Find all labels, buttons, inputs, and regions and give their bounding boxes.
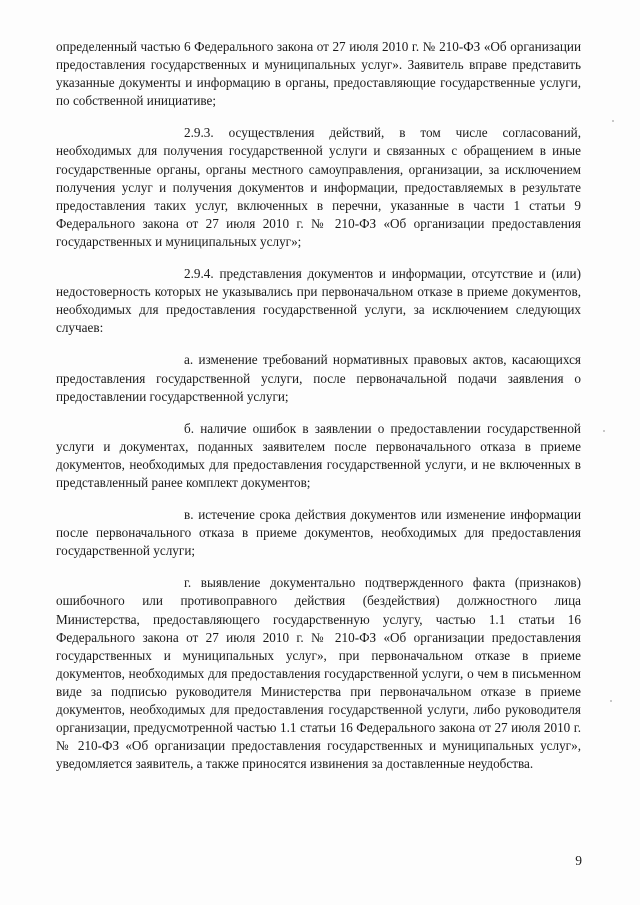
paragraph-subitem-v [56, 506, 581, 560]
paragraph-subitem-b [56, 420, 581, 492]
paragraph-item-2-9-3 [56, 124, 581, 251]
paragraph-text: наличие ошибок в заявлении о предоставлении государственной услуги и документах, поданных заявителем после первоначального отказа в приеме документов, необходимых для предоставления государственной услуги, и не включенных в представленный ранее комплект документов; [56, 420, 581, 490]
scan-speck [612, 120, 614, 122]
subitem-letter: г. [184, 575, 192, 591]
paragraph-item-2-9-4 [56, 265, 581, 337]
item-number: 2.9.4. [184, 266, 214, 282]
scan-speck [603, 430, 605, 432]
subitem-letter: б. [184, 420, 195, 436]
paragraph-text: изменение требований нормативных правовых актов, касающихся предоставления государственной услуги, после первоначальной подачи заявления о предоставлении государственной услуги; [56, 352, 581, 404]
paragraph-intro-continuation [56, 38, 581, 110]
page-number: 9 [575, 853, 582, 868]
subitem-letter: а. [184, 352, 194, 368]
paragraph-text: выявление документально подтвержденного факта (признаков) ошибочного или противоправного действия (бездействия) должностного лица Министерства, предоставляющего государственную услугу, частью 1.1 статьи 16 Федерального закона от 27 июля 2010 г. № 210-ФЗ «Об организации предоставления государственных и муниципальных услуг», при первоначальном отказе в приеме документов, необходимых для предоставления государственной услуги, о чем в письменном виде за подписью руководителя Министерства при первоначальном отказе в приеме документов, необходимых для предоставления государственной услуги, либо руководителя организации, предусмотренной частью 1.1 статьи 16 Федерального закона от 27 июля 2010 г. № 210-ФЗ «Об организации предоставления государственных и муниципальных услуг», уведомляется заявитель, а также приносятся извинения за доставленные неудобства. [56, 575, 582, 772]
paragraph-subitem-g [56, 574, 581, 773]
scan-speck [610, 700, 612, 702]
paragraph-text: представления документов и информации, отсутствие и (или) недостоверность которых не указывались при первоначальном отказе в приеме документов, необходимых для предоставления государственной услуги, за исключением следующих случаев: [56, 266, 582, 336]
paragraph-text: осуществления действий, в том числе согласований, необходимых для получения государственной услуги и связанных с обращением в иные государственные органы, органы местного самоуправления, организации, за исключением получения услуг и получения документов и информации, предоставляемых в результате предоставления таких услуг, включенных в перечни, указанные в части 1 статьи 9 Федерального закона от 27 июля 2010 г. № 210-ФЗ «Об организации предоставления государственных и муниципальных услуг»; [56, 125, 581, 249]
subitem-letter: в. [184, 507, 194, 523]
item-number: 2.9.3. [184, 125, 214, 141]
paragraph-text: определенный частью 6 Федерального закона от 27 июля 2010 г. № 210-ФЗ «Об организации предоставления государственных и муниципальных услуг». Заявитель вправе представить указанные документы и информацию в органы, предоставляющие государственные услуги, по собственной инициативе; [56, 39, 581, 109]
document-body [56, 38, 581, 773]
paragraph-text: истечение срока действия документов или изменение информации после первоначального отказа в приеме документов, необходимых для предоставления государственной услуги; [56, 507, 582, 559]
paragraph-subitem-a [56, 351, 581, 405]
